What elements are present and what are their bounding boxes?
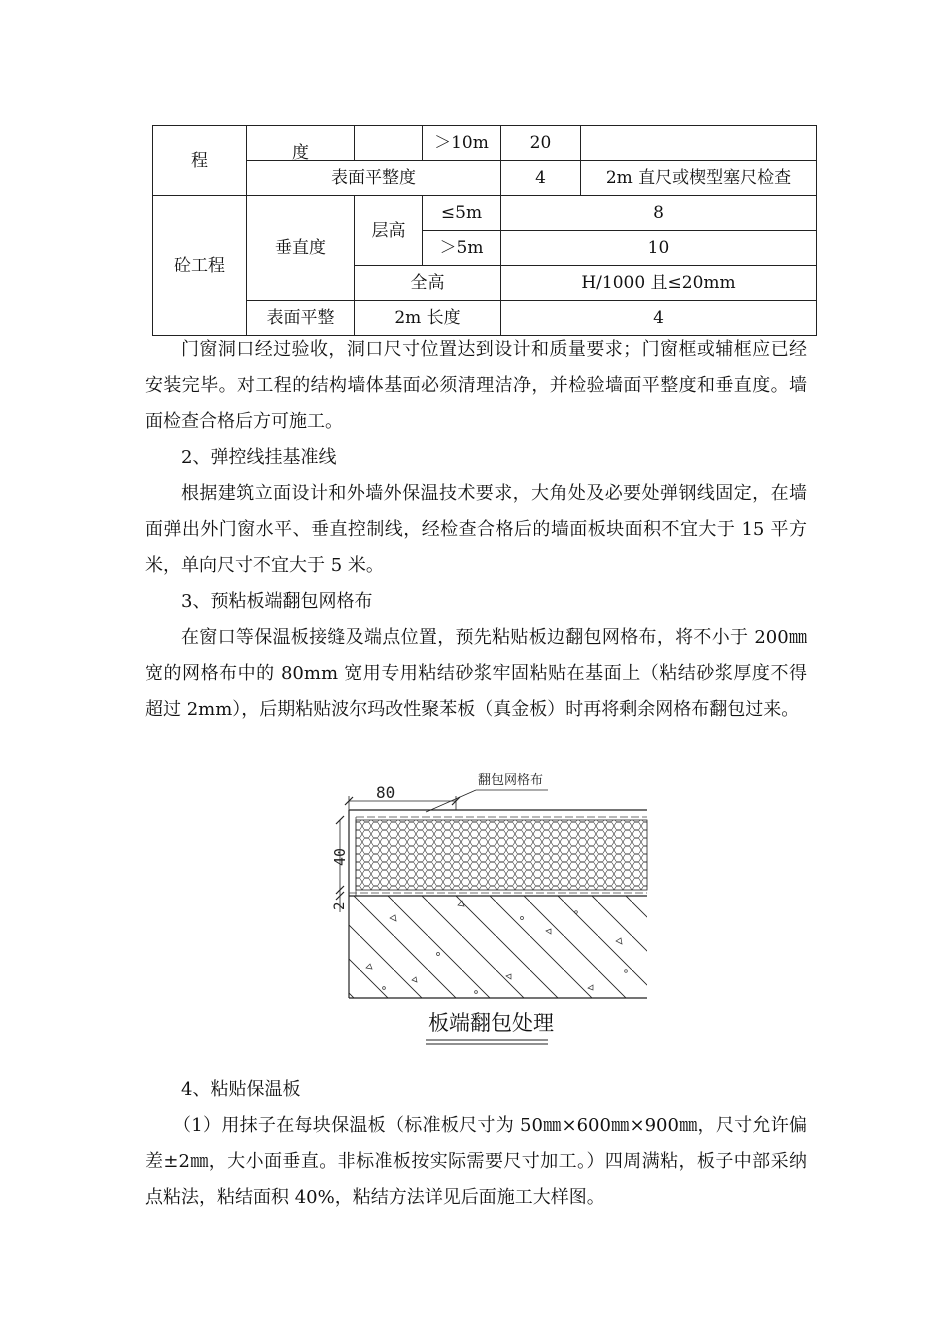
table-cell: 全高 <box>355 266 501 301</box>
table-cell: 表面平整度 <box>247 161 501 196</box>
table-row <box>153 196 817 231</box>
dimension-40-label: 40 <box>331 847 349 866</box>
table-cell: 程 <box>153 126 247 196</box>
table-cell: 4 <box>501 301 817 336</box>
table-cell: 层高 <box>355 196 423 266</box>
table-cell: 8 <box>501 196 817 231</box>
table-cell: 4 <box>501 161 581 196</box>
table-cell: 表面平整 <box>247 301 355 336</box>
table-row <box>153 301 817 336</box>
figure-caption <box>426 1011 554 1044</box>
insulation-board <box>349 810 647 896</box>
figure-caption-text: 板端翻包处理 <box>428 1011 554 1035</box>
table-cell: 2m 直尺或楔型塞尺检查 <box>581 161 817 196</box>
dimension-2 <box>332 890 348 912</box>
section-heading-control-lines: 2、弹控线挂基准线 <box>181 447 337 468</box>
dimension-40 <box>331 816 349 894</box>
table-row <box>153 161 817 196</box>
table-cell: 垂直度 <box>247 196 355 301</box>
table-cell: 度 <box>247 126 355 161</box>
table-cell: H/1000 且≤20mm <box>501 266 817 301</box>
table-cell: 砼工程 <box>153 196 247 336</box>
concrete-base <box>349 896 647 998</box>
dimension-2-label: 2 <box>332 901 348 910</box>
dimension-80 <box>345 783 460 810</box>
paragraph-paste-board: （1）用抹子在每块保温板（标准板尺寸为 50㎜×600㎜×900㎜，尺寸允许偏差±2㎜，大小面垂直。非标准板按实际需要尺寸加工。）四周满粘，板子中部采纳点粘法，粘结面积 40%，粘结方法详见后面施工大样图。 <box>145 1115 807 1208</box>
table-cell: 10 <box>501 231 817 266</box>
table-cell: ＞5m <box>423 231 501 266</box>
table-row <box>153 126 817 161</box>
dimension-80-label: 80 <box>376 783 396 802</box>
paragraph-control-lines: 根据建筑立面设计和外墙外保温技术要求，大角处及必要处弹钢线固定，在墙面弹出外门窗水平、垂直控制线，经检查合格后的墙面板块面积不宜大于 15 平方米，单向尺寸不宜大于 5 米。 <box>145 483 807 576</box>
board-edge-wrap-diagram <box>326 766 656 1052</box>
paragraph-base-inspection: 门窗洞口经过验收，洞口尺寸位置达到设计和质量要求；门窗框或辅框应已经安装完毕。对工程的结构墙体基面必须清理洁净，并检验墙面平整度和垂直度。墙面检查合格后方可施工。 <box>145 339 807 432</box>
tolerance-table <box>152 125 817 336</box>
section-heading-paste-board: 4、粘贴保温板 <box>181 1079 301 1100</box>
table-cell: ≤5m <box>423 196 501 231</box>
section-heading-mesh-wrap: 3、预粘板端翻包网格布 <box>181 591 373 612</box>
table-cell: ＞10m <box>423 126 501 161</box>
callout-mesh-label: 翻包网格布 <box>478 773 544 788</box>
callout-mesh <box>426 772 548 812</box>
table-cell: 20 <box>501 126 581 161</box>
table-cell: 2m 长度 <box>355 301 501 336</box>
paragraph-mesh-wrap: 在窗口等保温板接缝及端点位置，预先粘贴板边翻包网格布，将不小于 200㎜ 宽的网格布中的 80mm 宽用专用粘结砂浆牢固粘贴在基面上（粘结砂浆厚度不得超过 2mm），后期粘贴波尔玛改性聚苯板（真金板）时再将剩余网格布翻包过来。 <box>145 627 807 720</box>
table-cell <box>581 126 817 161</box>
table-cell <box>355 126 423 161</box>
